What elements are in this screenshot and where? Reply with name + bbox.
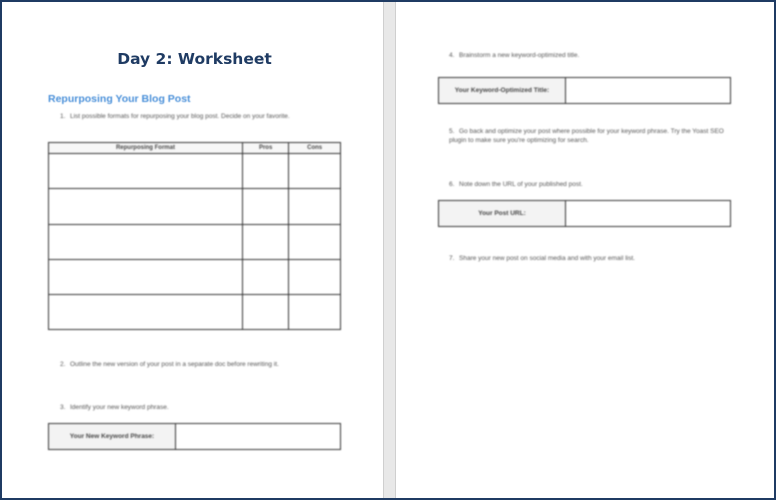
- table-cell[interactable]: [49, 224, 243, 259]
- optimized-title-label: Your Keyword-Optimized Title:: [439, 78, 566, 103]
- section-heading: Repurposing Your Blog Post: [48, 93, 191, 105]
- page-2: [395, 2, 774, 498]
- table-cell[interactable]: [49, 189, 243, 224]
- step-6: 6. Note down the URL of your published post.: [449, 181, 583, 188]
- table-cell[interactable]: [49, 154, 243, 189]
- table-cell[interactable]: [242, 295, 288, 330]
- table-cell[interactable]: [289, 154, 341, 189]
- table-row: [49, 295, 341, 330]
- table-cell[interactable]: [49, 259, 243, 294]
- table-cell[interactable]: [242, 154, 288, 189]
- column-header: Pros: [242, 143, 288, 154]
- table-cell[interactable]: [49, 295, 243, 330]
- page-1: [2, 2, 383, 498]
- post-url-label: Your Post URL:: [439, 201, 566, 226]
- keyword-phrase-input[interactable]: [176, 424, 340, 449]
- table-row: [49, 224, 341, 259]
- step-5: 5. Go back and optimize your post where possible for your keyword phrase. Try the Yoast SEO plugin to make sure you're optimizing for search.: [449, 128, 724, 144]
- table-header-row: [49, 143, 341, 154]
- table-cell[interactable]: [242, 224, 288, 259]
- keyword-phrase-field: [48, 423, 341, 450]
- table-cell[interactable]: [242, 189, 288, 224]
- step-3: 3. Identify your new keyword phrase.: [60, 404, 169, 411]
- table-cell[interactable]: [289, 259, 341, 294]
- table-cell[interactable]: [289, 189, 341, 224]
- optimized-title-field: [438, 77, 731, 104]
- page-title: Day 2: Worksheet: [117, 50, 272, 68]
- table-cell[interactable]: [289, 295, 341, 330]
- step-4: 4. Brainstorm a new keyword-optimized title.: [449, 52, 580, 59]
- optimized-title-input[interactable]: [566, 78, 730, 103]
- table-cell[interactable]: [289, 224, 341, 259]
- post-url-field: [438, 200, 731, 227]
- table-row: [49, 154, 341, 189]
- table-cell[interactable]: [242, 259, 288, 294]
- table-row: [49, 259, 341, 294]
- post-url-input[interactable]: [566, 201, 730, 226]
- table-row: [49, 189, 341, 224]
- column-header: Cons: [289, 143, 341, 154]
- step-1: 1. List possible formats for repurposing your blog post. Decide on your favorite.: [60, 113, 290, 120]
- keyword-phrase-label: Your New Keyword Phrase:: [49, 424, 176, 449]
- step-7: 7. Share your new post on social media and with your email list.: [449, 255, 635, 262]
- step-2: 2. Outline the new version of your post in a separate doc before rewriting it.: [60, 361, 279, 368]
- column-header: Repurposing Format: [49, 143, 243, 154]
- repurposing-format-table: [48, 142, 341, 330]
